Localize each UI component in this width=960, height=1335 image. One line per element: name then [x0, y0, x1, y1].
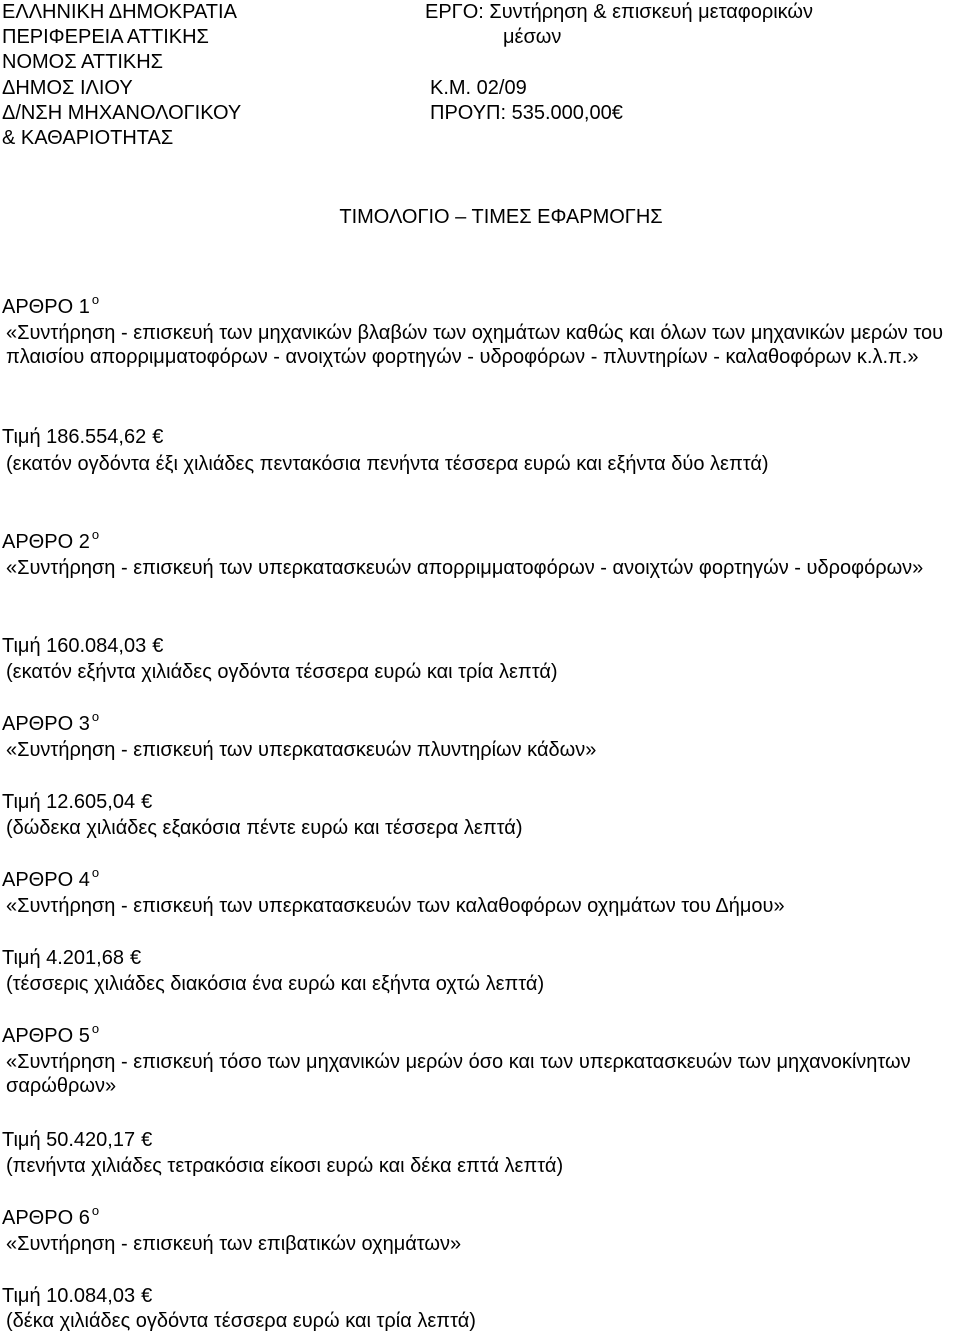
article-price-words-2: (εκατόν εξήντα χιλιάδες ογδόντα τέσσερα ευρώ και τρία λεπτά)	[6, 661, 558, 683]
project-title: ΕΡΓΟ: Συντήρηση & επισκευή μεταφορικών	[425, 1, 814, 23]
euro-sign: €	[152, 635, 164, 657]
header-prefecture: ΝΟΜΟΣ ΑΤΤΙΚΗΣ	[2, 51, 164, 73]
header-country: ΕΛΛΗΝΙΚΗ ΔΗΜΟΚΡΑΤΙΑ	[2, 1, 237, 23]
article-price-words-6: (δέκα χιλιάδες ογδόντα τέσσερα ευρώ και τρία λεπτά)	[6, 1310, 476, 1332]
euro-sign: €	[611, 102, 623, 124]
article-price-1: Τιμή 186.554,62 €	[2, 426, 164, 448]
euro-sign: €	[141, 1285, 153, 1307]
article-description-3: «Συντήρηση - επισκευή των υπερκατασκευών πλυντηρίων κάδων»	[6, 739, 597, 761]
euro-sign: €	[141, 791, 153, 813]
article-price-2: Τιμή 160.084,03 €	[2, 635, 164, 657]
article-price-words-5: (πενήντα χιλιάδες τετρακόσια είκοσι ευρώ και δέκα επτά λεπτά)	[6, 1155, 564, 1177]
article-price-words-4: (τέσσερις χιλιάδες διακόσια ένα ευρώ και εξήντα οχτώ λεπτά)	[6, 973, 545, 995]
page-title: ΤΙΜΟΛΟΓΙΟ – ΤΙΜΕΣ ΕΦΑΡΜΟΓΗΣ	[339, 206, 663, 228]
article-price-6: Τιμή 10.084,03 €	[2, 1285, 153, 1307]
header-region: ΠΕΡΙΦΕΡΕΙΑ ΑΤΤΙΚΗΣ	[2, 26, 209, 48]
km-code: Κ.Μ. 02/09	[430, 77, 527, 99]
header-municipality: ΔΗΜΟΣ ΙΛΙΟΥ	[2, 77, 133, 99]
article-description-4: «Συντήρηση - επισκευή των υπερκατασκευών των καλαθοφόρων οχημάτων του Δήμου»	[6, 895, 785, 917]
article-heading-1: ΑΡΘΡΟ 1 $^o$	[2, 292, 100, 318]
project-title-cont: μέσων	[503, 26, 562, 48]
article-heading-6: ΑΡΘΡΟ 6 $^o$	[2, 1203, 100, 1229]
article-price-words-3: (δώδεκα χιλιάδες εξακόσια πέντε ευρώ και τέσσερα λεπτά)	[6, 817, 523, 839]
article-heading-4: ΑΡΘΡΟ 4 $^o$	[2, 865, 100, 891]
article-heading-5: ΑΡΘΡΟ 5 $^o$	[2, 1021, 100, 1047]
article-price-5: Τιμή 50.420,17 €	[2, 1129, 153, 1151]
article-price-3: Τιμή 12.605,04 €	[2, 791, 153, 813]
article-description-6: «Συντήρηση - επισκευή των επιβατικών οχημάτων»	[6, 1233, 462, 1255]
article-price-words-1: (εκατόν ογδόντα έξι χιλιάδες πεντακόσια πενήντα τέσσερα ευρώ και εξήντα δύο λεπτά)	[6, 453, 769, 475]
article-description-2: «Συντήρηση - επισκευή των υπερκατασκευών απορριμματοφόρων - ανοιχτών φορτηγών - υδροφόρων»	[6, 557, 924, 579]
budget-line	[430, 101, 623, 125]
header-department: Δ/ΝΣΗ ΜΗΧΑΝΟΛΟΓΙΚΟΥ	[2, 102, 242, 124]
euro-sign: €	[141, 1129, 153, 1151]
article-price-4: Τιμή 4.201,68 €	[2, 947, 142, 969]
budget-value: ΠΡΟΥΠ: 535.000,00	[430, 102, 612, 124]
article-description-1: «Συντήρηση - επισκευή των μηχανικών βλαβών των οχημάτων καθώς και όλων των μηχανικών μερών του πλαισίου απορριμματοφόρων - ανοιχτών φορτηγών - υδροφόρων - πλυντηρίων - καλαθοφόρων κ.λ.π.»	[6, 322, 944, 368]
euro-sign: €	[152, 426, 164, 448]
article-heading-3: ΑΡΘΡΟ 3 $^o$	[2, 709, 100, 735]
article-heading-2: ΑΡΘΡΟ 2 $^o$	[2, 527, 100, 553]
header-department-cont: & ΚΑΘΑΡΙΟΤΗΤΑΣ	[2, 127, 174, 149]
euro-sign: €	[129, 947, 142, 969]
article-description-5: «Συντήρηση - επισκευή τόσο των μηχανικών μερών όσο και των υπερκατασκευών των μηχανοκίνητων σαρώθρων»	[6, 1051, 911, 1097]
